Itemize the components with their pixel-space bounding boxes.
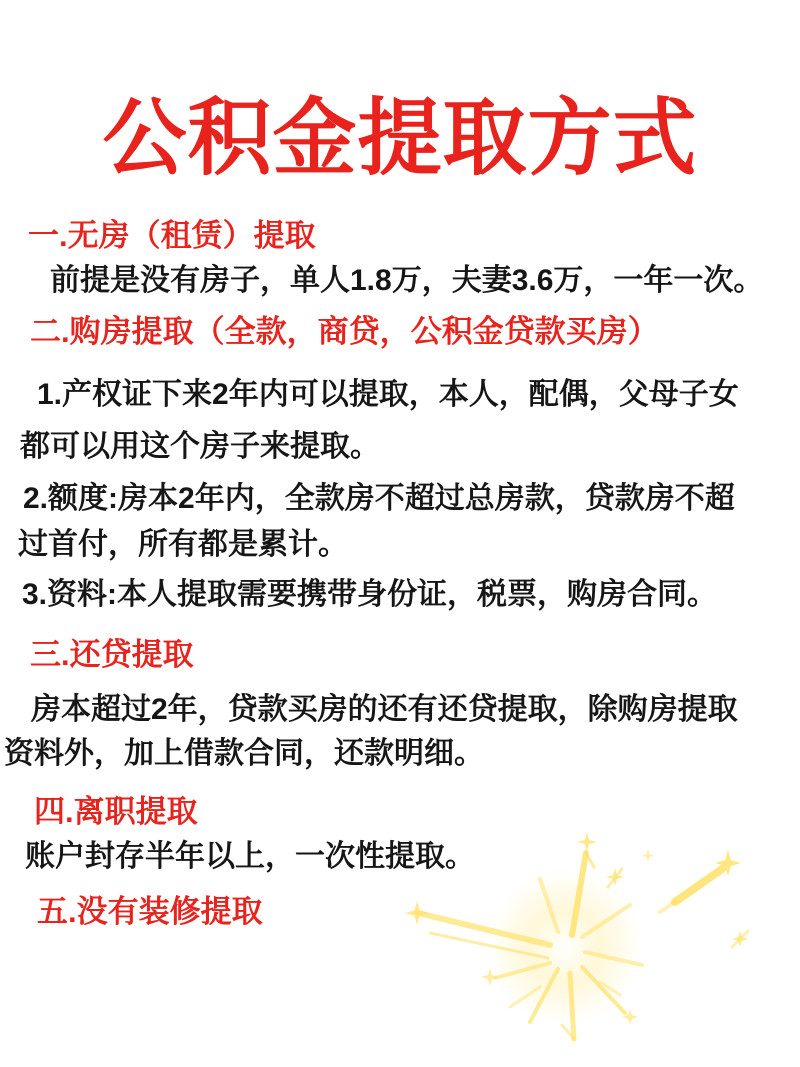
section-3-body-line-1: 房本超过2年，贷款买房的还有还贷提取，除购房提取 [31,693,738,726]
section-2-heading: 二.购房提取（全款，商贷，公积金贷款买房） [30,314,659,349]
section-2-point-2-line-2: 过首付，所有都是累计。 [18,528,348,561]
section-4-body-line-1: 账户封存半年以上，一次性提取。 [25,840,475,873]
section-2-point-1-line-2: 都可以用这个房子来提取。 [20,430,380,463]
section-4-heading: 四.离职提取 [34,794,198,829]
section-2-point-3-line-1: 3.资料:本人提取需要携带身份证，税票，购房合同。 [22,578,718,611]
section-5-heading: 五.没有装修提取 [37,894,263,929]
section-3-body-line-2: 资料外，加上借款合同，还款明细。 [4,737,484,770]
section-1-body-line-1: 前提是没有房子，单人1.8万，夫妻3.6万，一年一次。 [50,264,764,297]
section-2-point-1-line-1: 1.产权证下来2年内可以提取，本人，配偶，父母子女 [37,378,739,411]
section-2-point-2-line-1: 2.额度:房本2年内，全款房不超过总房款，贷款房不超 [23,482,735,515]
section-1-heading: 一.无房（租赁）提取 [28,218,316,253]
section-3-heading: 三.还贷提取 [30,637,194,672]
page-title: 公积金提取方式 [102,91,698,185]
